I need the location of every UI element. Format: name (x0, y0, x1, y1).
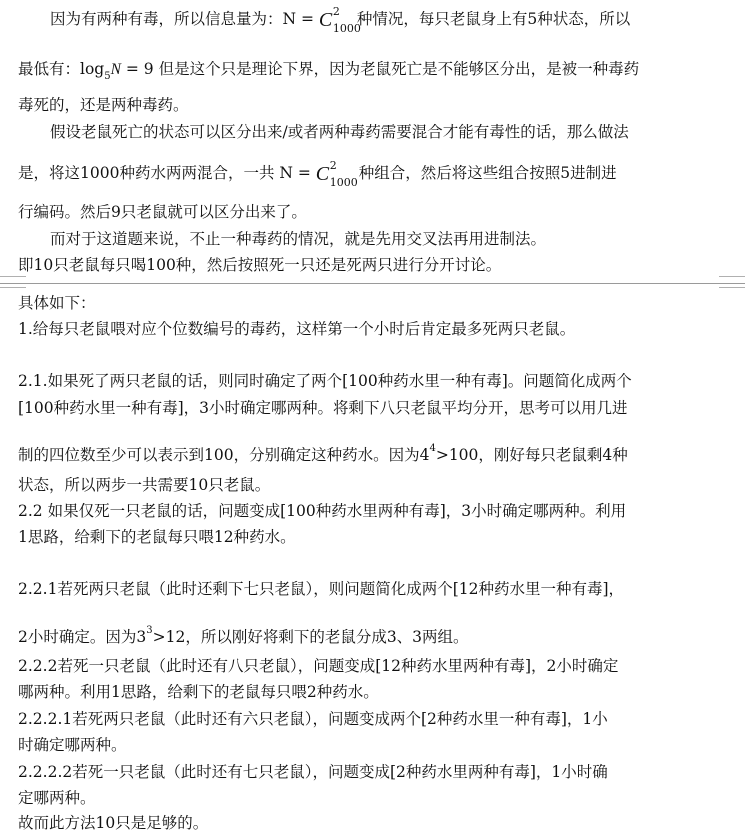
combination-formula: C 2 1000 (319, 9, 357, 31)
paragraph-line: 状态，所以两步一共需要10只老鼠。 (18, 476, 271, 494)
paragraph-line: 2.2.2若死一只老鼠（此时还有八只老鼠），问题变成[12种药水里两种有毒]，2小时确定 (18, 657, 619, 675)
paragraph-line: 假设老鼠死亡的状态可以区分出来/或者两种毒药需要混合才能有毒性的话，那么做法 (50, 123, 629, 141)
log-base: 5 (104, 71, 111, 82)
page-break-marker (719, 276, 745, 288)
paragraph-line: [100种药水里一种有毒]，3小时确定哪两种。将剩下八只老鼠平均分开，思考可以用几进 (18, 399, 628, 417)
exponent: 4 (429, 443, 436, 454)
paragraph-line (18, 58, 639, 88)
text-run: 因为有两种有毒，所以信息量为：N = (50, 10, 319, 28)
paragraph-line (18, 438, 628, 466)
paragraph-line: 时确定哪两种。 (18, 736, 127, 754)
text-run: = 9 但是这个只是理论下界，因为老鼠死亡是不能够区分出，是被一种毒药 (120, 60, 640, 78)
paragraph-line: 1思路，给剩下的老鼠每只喂12种药水。 (18, 528, 296, 546)
paragraph-line: 2.2.2.2若死一只老鼠（此时还有七只老鼠），问题变成[2种药水里两种有毒]，1小时确 (18, 763, 608, 781)
text-run: 种组合，然后将这些组合按照5进制进 (353, 164, 617, 182)
text-run: 2小时确定。因为3 (18, 628, 147, 646)
page-break-marker (0, 276, 26, 288)
paragraph-line: 哪两种。利用1思路，给剩下的老鼠每只喂2种药水。 (18, 683, 379, 701)
text-run: 制的四位数至少可以表示到100，分别确定这种药水。因为4 (18, 446, 430, 464)
paragraph-line (18, 620, 469, 648)
paragraph-line: 1.给每只老鼠喂对应个位数编号的毒药，这样第一个小时后肯定最多死两只老鼠。 (18, 320, 576, 338)
text-run: 种情况，每只老鼠身上有5种状态，所以 (356, 10, 631, 28)
math-variable: N (110, 61, 121, 78)
paragraph-line: 定哪两种。 (18, 789, 96, 807)
paragraph-line: 2.2.2.1若死两只老鼠（此时还有六只老鼠），问题变成两个[2种药水里一种有毒]，1小 (18, 710, 608, 728)
text-run: >12，所以刚好将剩下的老鼠分成3、3两组。 (152, 628, 469, 646)
paragraph-line: 具体如下： (18, 294, 96, 312)
formula-subscript: 1000 (332, 22, 361, 35)
formula-superscript: 2 (329, 159, 337, 172)
text-run: 最低有：log (18, 60, 105, 78)
paragraph-line: 行编码。然后9只老鼠就可以区分出来了。 (18, 203, 307, 221)
formula-subscript: 1000 (329, 176, 358, 189)
paragraph-line: 2.2 如果仅死一只老鼠的话，问题变成[100种药水里两种有毒]，3小时确定哪两种。利用 (18, 502, 627, 520)
paragraph-line: 即10只老鼠每只喝100种，然后按照死一只还是死两只进行分开讨论。 (18, 256, 502, 274)
exponent: 3 (146, 625, 153, 636)
paragraph-line: 2.2.1若死两只老鼠（此时还剩下七只老鼠），则问题简化成两个[12种药水里一种有毒]， (18, 580, 625, 598)
paragraph-line: 而对于这道题来说，不止一种毒药的情况，就是先用交叉法再用进制法。 (50, 230, 547, 248)
paragraph-line: 毒死的，还是两种毒药。 (18, 96, 189, 114)
formula-superscript: 2 (332, 5, 340, 18)
paragraph-line (18, 159, 617, 189)
page-break-line (0, 283, 745, 284)
combination-formula: C 2 1000 (316, 163, 354, 185)
paragraph-line (50, 5, 631, 35)
paragraph-line: 故而此方法10只是足够的。 (18, 814, 209, 832)
text-run: 是，将这1000种药水两两混合，一共 N = (18, 164, 316, 182)
text-run: >100，刚好每只老鼠剩4种 (435, 446, 628, 464)
paragraph-line: 2.1.如果死了两只老鼠的话，则同时确定了两个[100种药水里一种有毒]。问题简化成两个 (18, 372, 632, 390)
